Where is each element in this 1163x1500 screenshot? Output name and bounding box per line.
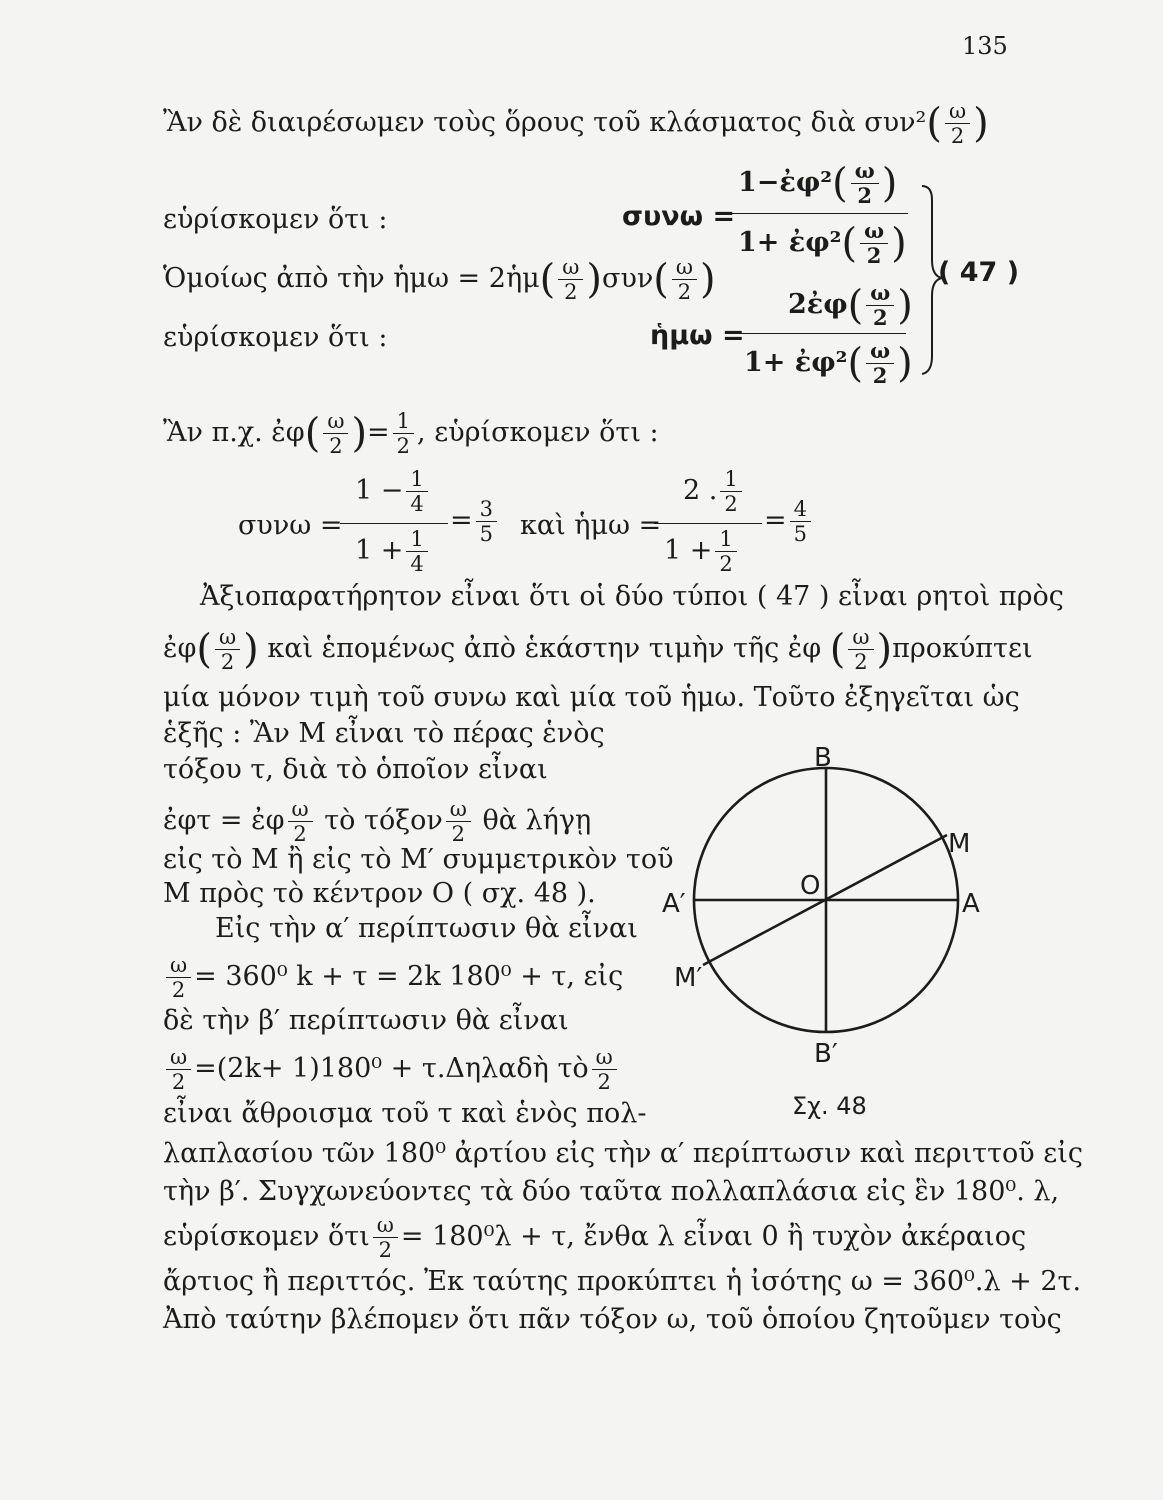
body-line-12: $\frac{\omega}{2}$ =(2k+ 1)180⁰ + τ.Δηλαδὴ τὸ $\frac{\omega}{2}$: [163, 1046, 620, 1093]
body-line-4: ἑξῆς : Ἂν Μ εἶναι τὸ πέρας ἑνὸς: [163, 718, 605, 749]
label-O: O: [800, 871, 821, 901]
sin-numerator: 2ἐφ( $\frac{\omega}{2}$ ): [788, 280, 913, 331]
fraction-omega-half: $\frac{\omega}{2}$: [945, 100, 970, 147]
body-line-13: εἶναι ἄθροισμα τοῦ τ καὶ ἑνὸς πολ-: [163, 1098, 647, 1129]
example-cos-lhs: συνω =: [238, 510, 343, 541]
body-line-10: $\frac{\omega}{2}$ = 360⁰ k + τ = 2k 180⁰ + τ, εἰς: [163, 954, 623, 1001]
example-sin-denominator: 1 + $\frac{1}{2}$: [664, 528, 740, 575]
body-line-1: Ἀξιοπαρατήρητον εἶναι ὅτι οἱ δύο τύποι ( 47 ) εἶναι ρητοὶ πρὸς: [200, 581, 1064, 612]
example-cos-denominator: 1 + $\frac{1}{4}$: [355, 528, 431, 575]
body-line-6: ἐφτ = ἐφ $\frac{\omega}{2}$ τὸ τόξον $\frac{\omega}{2}$ θὰ λήγῃ: [163, 797, 592, 847]
page-number: 135: [962, 32, 1008, 60]
label-A: A: [962, 889, 980, 919]
we-find-label-2: εὑρίσκομεν ὅτι :: [163, 322, 388, 353]
formula-47-label: ( 47 ): [938, 257, 1020, 288]
body-line-16: εὑρίσκομεν ὅτι $\frac{\omega}{2}$ = 180⁰λ + τ, ἔνθα λ εἶναι 0 ἢ τυχὸν ἀκέραιος: [163, 1213, 1027, 1263]
example-cos-result: = $\frac{3}{5}$: [450, 498, 500, 545]
cos-lhs: συνω =: [622, 201, 736, 232]
label-M-prime: M′: [674, 963, 703, 993]
body-line-9: Εἰς τὴν α′ περίπτωσιν θὰ εἶναι: [215, 913, 638, 944]
similarly-line: Ὁμοίως ἀπὸ τὴν ἡμω = 2ἡμ( $\frac{\omega}{2}$ )συν( $\frac{\omega}{2}$ ): [163, 255, 716, 305]
label-B-prime: B′: [814, 1039, 838, 1069]
body-line-2: ἐφ( $\frac{\omega}{2}$ ) καὶ ἑπομένως ἀπὸ ἑκάστην τιμὴν τῆς ἐφ ( $\frac{\omega}{2}$ )προκύπτει: [163, 625, 1033, 675]
label-M: M: [948, 829, 971, 859]
label-A-prime: A′: [662, 889, 686, 919]
figure-48-circle: [640, 743, 1000, 1130]
body-line-7: εἰς τὸ Μ ἢ εἰς τὸ Μ′ συμμετρικὸν τοῦ: [163, 844, 674, 875]
example-cos-bar: [340, 523, 448, 524]
sin-fraction-bar: [730, 333, 906, 334]
sin-lhs: ἡμω =: [650, 320, 745, 351]
body-line-17: ἄρτιος ἢ περιττός. Ἐκ ταύτης προκύπτει ἡ ἰσότης ω = 360⁰.λ + 2τ.: [163, 1266, 1082, 1297]
we-find-label-1: εὑρίσκομεν ὅτι :: [163, 204, 388, 235]
body-line-5: τόξου τ, διὰ τὸ ὁποῖον εἶναι: [163, 754, 548, 785]
example-cos-numerator: 1 − $\frac{1}{4}$: [355, 468, 431, 515]
example-sin-numerator: 2 . $\frac{1}{2}$: [683, 468, 745, 515]
figure-caption: Σχ. 48: [792, 1092, 867, 1120]
body-line-15: τὴν β′. Συγχωνεύοντες τὰ δύο ταῦτα πολλαπλάσια εἰς ἓν 180⁰. λ,: [163, 1176, 1060, 1207]
example-and-sin: καὶ ἡμω =: [520, 510, 662, 541]
cos-fraction-bar: [728, 213, 908, 214]
intro-text: Ἂν δὲ διαιρέσωμεν τοὺς ὅρους τοῦ κλάσματος διὰ συν²: [163, 107, 927, 139]
body-line-14: λαπλασίου τῶν 180⁰ ἀρτίου εἰς τὴν α′ περίπτωσιν καὶ περιττοῦ εἰς: [163, 1138, 1084, 1169]
label-B: B: [814, 743, 832, 773]
example-sin-result: = $\frac{4}{5}$: [764, 498, 814, 545]
cos-denominator: 1+ ἐφ²( $\frac{\omega}{2}$ ): [738, 218, 907, 269]
sin-denominator: 1+ ἐφ²( $\frac{\omega}{2}$ ): [744, 338, 913, 389]
example-line: Ἂν π.χ. ἐφ( $\frac{\omega}{2}$ )= $\frac{1}{2}$ , εὑρίσκομεν ὅτι :: [163, 409, 659, 459]
body-line-18: Ἀπὸ ταύτην βλέπομεν ὅτι πᾶν τόξον ω, τοῦ ὁποίου ζητοῦμεν τοὺς: [163, 1304, 1062, 1335]
body-line-8: Μ πρὸς τὸ κέντρον Ο ( σχ. 48 ).: [163, 878, 596, 909]
example-sin-bar: [654, 523, 762, 524]
cos-numerator: 1−ἐφ²( $\frac{\omega}{2}$ ): [738, 158, 898, 209]
intro-line: Ἂν δὲ διαιρέσωμεν τοὺς ὅρους τοῦ κλάσματος διὰ συν²( $\frac{\omega}{2}$ ): [163, 99, 989, 149]
body-line-3: μία μόνον τιμὴ τοῦ συνω καὶ μία τοῦ ἡμω. Τοῦτο ἐξηγεῖται ὡς: [163, 682, 1020, 713]
body-line-11: δὲ τὴν β′ περίπτωσιν θὰ εἶναι: [163, 1005, 569, 1036]
